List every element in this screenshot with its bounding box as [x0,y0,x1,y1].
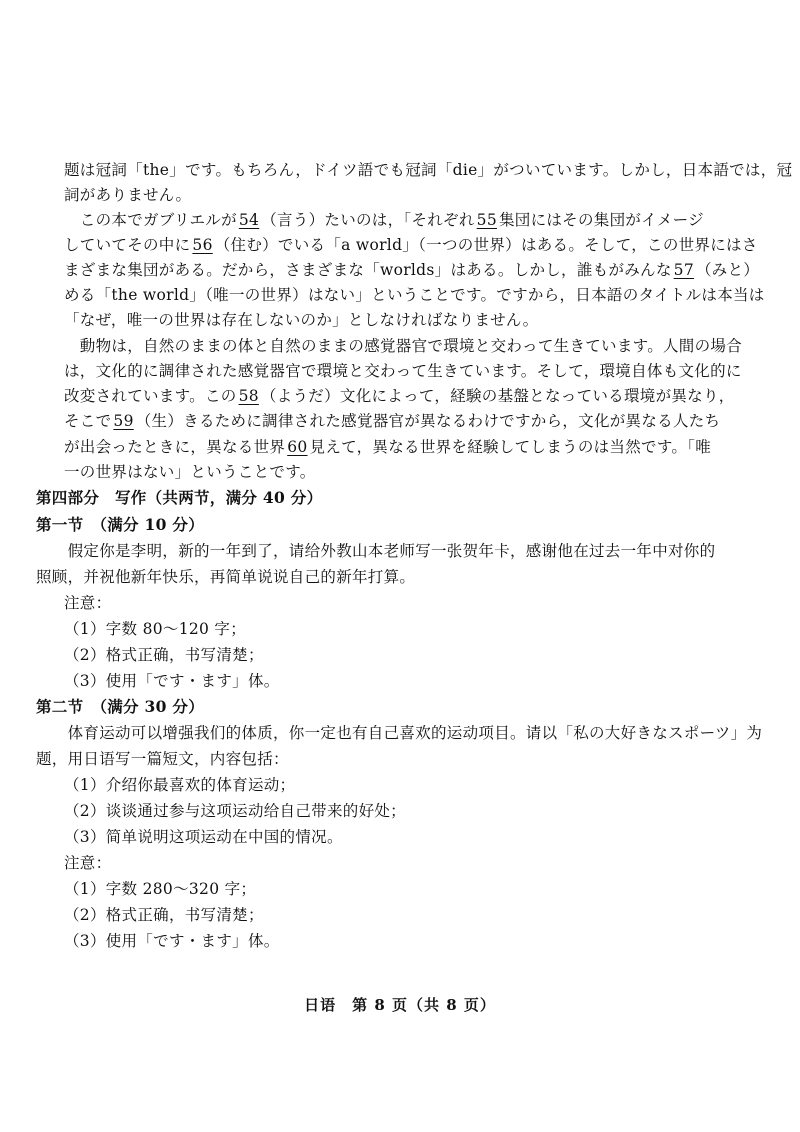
passage-line-11: そこで 59 （生）きるために調律された感覚器官が異なるわけですから，文化が異なる人たち [64,408,664,434]
part2-note-1: （1）字数 280～320 字； [64,880,257,898]
part2-prompt-line-1: 体育运动可以增强我们的体质，你一定也有自己喜欢的运动项目。请以「私の大好きなスポーツ」为 [36,724,763,742]
part1-note-3: （3）使用「です・ます」体。 [64,672,280,690]
part2-item-1: （1）介绍你最喜欢的体育运动； [64,776,296,794]
part1-note-1: （1）字数 80～120 字； [64,620,247,638]
blank-57: 57 [673,261,694,279]
passage-line-13: 一の世界はない」ということです。 [64,463,316,481]
part1-prompt-line-1: 假定你是李明，新的一年到了，请给外教山本老师写一张贺年卡，感谢他在过去一年中对你的 [36,542,716,560]
passage-line-9: は，文化的に調律された感覚器官で環境と交わって生きています。そして，環境自体も文化的に [64,362,742,380]
part2-note-3: （3）使用「です・ます」体。 [64,932,280,950]
passage-line-2: 詞がありません。 [64,186,192,204]
passage-line-3: この本でガブリエルが 54 （言う）たいのは，「それぞれ 55 集団にはその集団がイメージ [64,207,664,233]
passage-line-1: 题は冠詞「the」です。もちろん，ドイツ語でも冠詞「die」がついています。しかし，日本語では，冠 [64,161,793,179]
blank-59: 59 [113,412,134,430]
part2-prompt-line-2: 题，用日语写一篇短文，内容包括： [36,750,289,768]
part1-note-2: （2）格式正确，书写清楚； [64,646,264,664]
passage-line-5: まざまな集団がある。だから，さまざまな「worlds」はある。しかし，誰もがみんな 57 （みと） [64,257,664,283]
part2-item-3: （3）简单说明这项运动在中国的情况。 [64,828,343,846]
passage-line-10: 改変されています。この 58 （ようだ）文化によって，経験の基盤となっている環境が異なり， [64,383,664,409]
blank-54: 54 [238,211,260,229]
part1-prompt-line-2: 照顾，并祝他新年快乐，再简单说说自己的新年打算。 [36,568,416,586]
passage-line-6: める「the world」（唯一の世界）はない」ということです。ですから，日本語のタイトルは本当は [64,286,765,304]
passage-line-7: 「なぜ，唯一の世界は存在しないのか」としなければなりません。 [64,311,539,329]
page-footer: 日语 第 8 页（共 8 页） [304,996,496,1014]
blank-58: 58 [238,387,259,405]
part2-title: 第二节 （满分 30 分） [36,697,205,716]
passage-line-8: 動物は，自然のままの体と自然のままの感覚器官で環境と交わって生きています。人間の場合 [64,337,743,355]
passage-line-12: が出会ったときに，異なる世界 60 見えて，異なる世界を経験してしまうのは当然です。「唯 [64,434,664,460]
blank-56: 56 [192,236,213,254]
part1-title: 第一节 （满分 10 分） [36,515,205,534]
section4-title: 第四部分 写作（共两节，满分 40 分） [36,488,323,507]
passage-line-4: していてその中に 56 （住む）でいる「a world」（一つの世界）はある。そして，この世界にはさ [64,232,664,258]
blank-60: 60 [287,438,308,456]
part2-note-2: （2）格式正确，书写清楚； [64,906,264,924]
blank-55: 55 [476,211,497,229]
part2-item-2: （2）谈谈通过参与这项运动给自己带来的好处； [64,802,406,820]
part1-note-title: 注意： [64,594,112,612]
part2-note-title: 注意： [64,854,112,872]
